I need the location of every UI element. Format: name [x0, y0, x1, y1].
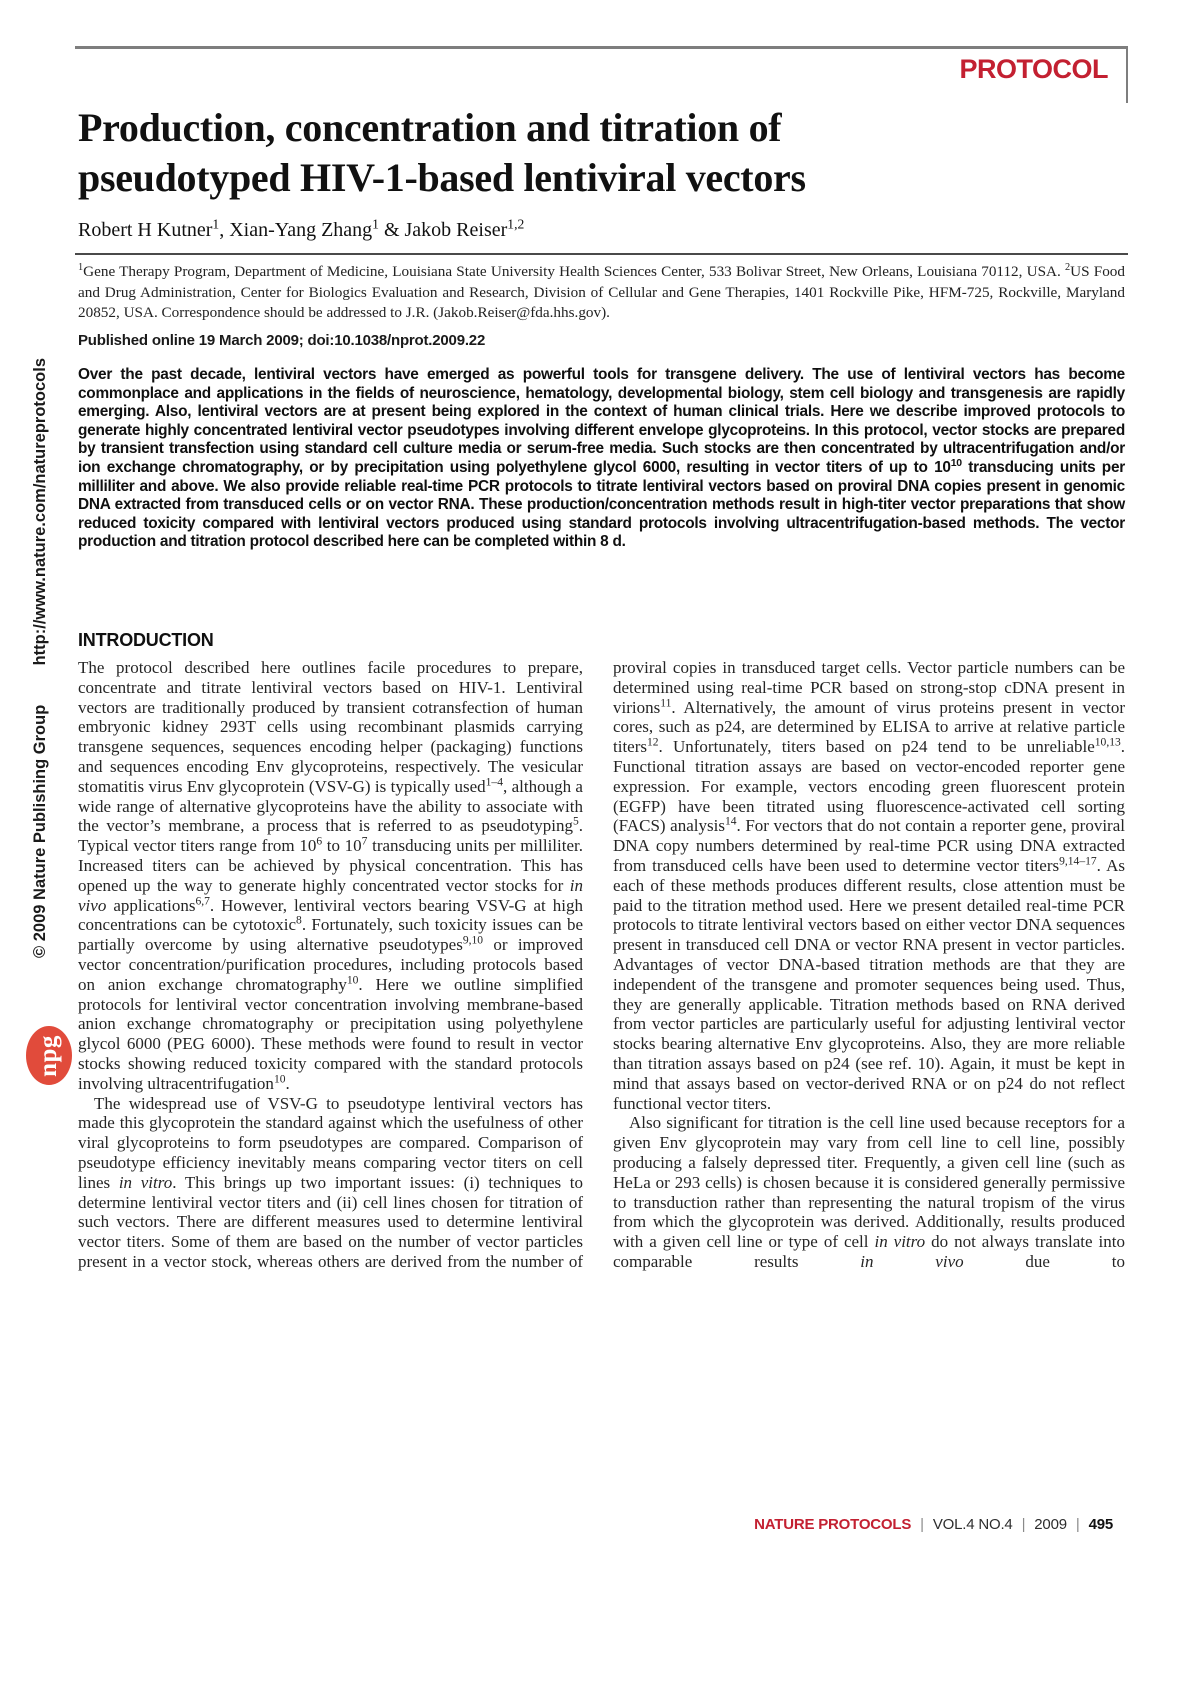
protocol-kicker: PROTOCOL [959, 54, 1108, 84]
affiliation-rule [75, 253, 1128, 255]
affiliation-text: $^1$Gene Therapy Program, Department of Medicine, Louisiana State University Health Sciences Center, 533 Bolivar Street, New Orleans, Louisiana 70112, USA. $^2$US Food and Drug Administration, Center for Biologics Evaluation and Research, Division of Cellular and Gene Therapies, 1401 Rockville Pike, HFM-725, Rockville, Maryland 20852, USA. Correspondence should be addressed to J.R. (Jakob.Reiser@fda.hhs.gov). [78, 261, 1125, 321]
paragraph: Also significant for titration is the cell line used because receptors for a given Env glycoprotein may vary from cell line to cell line, possibly producing a falsely depressed titer. Frequently, a given cell line (such as HeLa or 293 cells) is chosen because it is considered generally permissive to transduction rather than representing the natural tropism of the virus from which the glycoprotein was derived. Additionally, results produced with a given cell line or type of cell in vitro do not always translate into comparable results in vivo due to [613, 1113, 1125, 1271]
abstract-text: Over the past decade, lentiviral vectors have emerged as powerful tools for transgene delivery. The use of lentiviral vectors has become commonplace and applications in the fields of neuroscience, hematology, developmental biology, stem cell biology and transgenesis are rapidly emerging. Also, lentiviral vectors are at present being explored in the context of human clinical trials. Here we describe improved protocols to generate highly concentrated lentiviral vector pseudotypes involving different envelope glycoproteins. In this protocol, vector stocks are prepared by transient transfection using standard cell culture media or serum-free media. Such stocks are then concentrated by ultracentrifugation and/or ion exchange chromatography, or by precipitation using polyethylene glycol 6000, resulting in vector titers of up to $10^{10}$ transducing units per milliliter and above. We also provide reliable real-time PCR protocols to titrate lentiviral vectors based on proviral DNA copies present in genomic DNA extracted from transduced cells or on vector RNA. These production/concentration methods result in high-titer vector preparations that show reduced toxicity compared with lentiviral vectors produced using standard protocols involving ultracentrifugation-based methods. The vector production and titration protocol described here can be completed within 8 d. [78, 366, 1125, 551]
footer-separator: | [920, 1516, 924, 1533]
page-number: 495 [1088, 1516, 1113, 1533]
sidebar-copyright [28, 358, 52, 958]
journal-name: NATURE PROTOCOLS [754, 1516, 912, 1533]
article-title-line1: Production, concentration and titration of [78, 105, 782, 150]
journal-url: http://www.nature.com/natureprotocols [30, 358, 49, 666]
footer-separator: | [1021, 1516, 1026, 1533]
npg-logo [26, 1026, 72, 1085]
published-line: Published online 19 March 2009; doi:10.1038/nprot.2009.22 [78, 332, 486, 349]
paragraph: The widespread use of VSV-G to pseudotype lentiviral vectors has made this glycoprotein the standard against which the usefulness of other viral glycoproteins to form pseudotypes are compared. Comparison of pseudotype efficiency inevitably means comparing vector titers on cell lines in vitro. This brings up two important issues: (i) techniques to determine lentiviral vector titers and (ii) cell lines chosen for titration of such vectors. There are different measures used to determine lentiviral vector titers. Some of them are based on the number of vector particles present in a vector stock, whereas others are derived from the number of [78, 1093, 584, 1271]
page-footer [754, 1516, 1113, 1533]
footer-separator: | [1075, 1516, 1080, 1533]
paragraph: proviral copies in transduced target cells. Vector particle numbers can be determined using real-time PCR based on strong-stop cDNA present in virions$^{11}$. Alternatively, the amount of virus proteins present in vector cores, such as p24, are determined by ELISA to arrive at relative particle titers$^{12}$. Unfortunately, titers based on p24 tend to be unreliable$^{10,13}$. Functional titration assays are based on vector-encoded reporter gene expression. For example, vectors encoding green fluorescent protein (EGFP) have been titrated using fluorescence-activated cell sorting (FACS) analysis$^{14}$. For vectors that do not contain a reporter gene, proviral DNA copy numbers determined by real-time PCR using DNA extracted from transduced cells have been used to determine vector titers$^{9,14-17}$. As each of these methods produces different results, close attention must be paid to the titration method used. Here we present detailed real-time PCR protocols to titrate lentiviral vectors based on either vector DNA sequences present in transduced cell DNA or vector RNA present in vector particles. Advantages of vector DNA-based titration methods are that they are independent of the transgene and promoter sequences being used. Thus, they are generally applicable. Titration methods based on RNA derived from vector particles are particularly useful for adjusting lentiviral vector stocks bearing alternative Env glycoproteins. Also, they are more reliable than titration assays based on p24 (see ref. 10). Again, it must be kept in mind that assays based on vector-derived RNA or on p24 do not reflect functional vector titers. [613, 658, 1125, 1113]
article-title-line2: pseudotyped HIV-1-based lentiviral vectors [78, 155, 806, 200]
paragraph: The protocol described here outlines facile procedures to prepare, concentrate and titrate lentiviral vectors based on HIV-1. Lentiviral vectors are traditionally produced by transient cotransfection of human embryonic kidney 293T cells using recombinant plasmids carrying transgene sequences, sequences encoding helper (packaging) functions and sequences encoding Env glycoproteins, respectively. The vesicular stomatitis virus Env glycoprotein (VSV-G) is typically used$^{1-4}$, although a wide range of alternative glycoproteins have the ability to associate with the vector’s membrane, a process that is referred to as pseudotyping$^5$. Typical vector titers range from $10^6$ to $10^7$ transducing units per milliliter. Increased titers can be achieved by physical concentration. This has opened up the way to generate highly concentrated vector stocks for in vivo applications$^{6,7}$. However, lentiviral vectors bearing VSV-G at high concentrations can be cytotoxic$^8$. Fortunately, such toxicity issues can be partially overcome by using alternative pseudotypes$^{9,10}$ or improved vector concentration/purification procedures, including protocols based on anion exchange chromatography$^{10}$. Here we outline simplified protocols for lentiviral vector concentration involving membrane-based anion exchange chromatography or precipitation using polyethylene glycol 6000 (PEG 6000). These methods were found to result in vector stocks showing reduced toxicity compared with the standard protocols involving ultracentrifugation$^{10}$. [78, 658, 583, 1093]
header-rule [75, 46, 1128, 49]
authors-line: Robert H Kutner$^1$, Xian-Yang Zhang$^1$ & Jakob Reiser$^{1,2}$ [78, 216, 525, 241]
introduction-heading: INTRODUCTION [78, 630, 214, 650]
npg-logo-text: npg [35, 1034, 62, 1077]
copyright-text: © 2009 Nature Publishing Group [30, 704, 49, 958]
intro-left-column [78, 658, 583, 1272]
intro-right-column [613, 658, 1125, 1272]
footer-year: 2009 [1034, 1516, 1067, 1533]
introduction-columns [78, 658, 1125, 1272]
article-title [78, 103, 1078, 203]
header-corner-tick [1126, 46, 1128, 103]
volume-issue: VOL.4 NO.4 [932, 1516, 1013, 1533]
